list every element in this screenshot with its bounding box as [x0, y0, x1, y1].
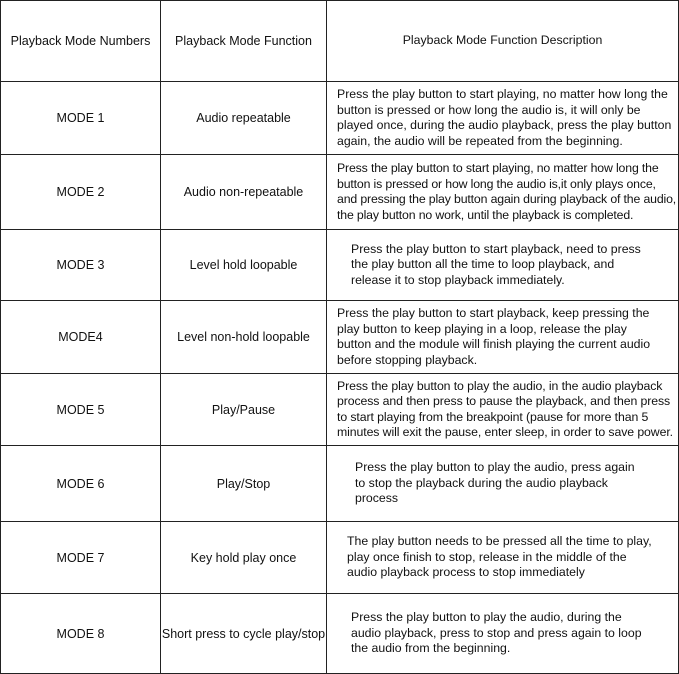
mode-description-cell	[327, 230, 679, 301]
mode-description-cell	[327, 301, 679, 374]
mode-number-cell: MODE4	[1, 301, 161, 374]
mode-function-cell: Level hold loopable	[161, 230, 327, 301]
mode-function-cell: Play/Stop	[161, 446, 327, 522]
mode-number-cell: MODE 8	[1, 594, 161, 674]
header-function-description: Playback Mode Function Description	[327, 1, 679, 82]
mode-description-text: The play button needs to be pressed all the time to play, play once finish to stop, release in the middle of the audio playback process to stop immediately	[347, 534, 652, 580]
mode-function-cell: Play/Pause	[161, 374, 327, 446]
mode-function-cell: Level non-hold loopable	[161, 301, 327, 374]
table-row	[1, 446, 679, 522]
mode-description-text: Press the play button to start playback, need to press the play button all the time to loop playback, and release it to stop playback immediately.	[351, 241, 641, 287]
mode-description-text: Press the play button to start playback, keep pressing the play button to keep playing in a loop, release the play button and the module will finish playing the current audio before stopping playback.	[337, 306, 651, 367]
mode-description-cell	[327, 522, 679, 594]
table-row	[1, 155, 679, 230]
mode-description-cell	[327, 82, 679, 155]
mode-description-text: Press the play button to start playing, no matter how long the button is pressed or how long the audio is,it only plays once, and pressing the play button again during playback of the audio, the play button no work, until the playback is completed.	[337, 161, 677, 222]
table-row	[1, 230, 679, 301]
mode-description-cell	[327, 594, 679, 674]
table-row	[1, 594, 679, 674]
table-header-row	[1, 1, 679, 82]
mode-number-cell: MODE 2	[1, 155, 161, 230]
mode-function-cell: Key hold play once	[161, 522, 327, 594]
mode-description-text: Press the play button to play the audio, during the audio playback, press to stop and press again to loop the audio from the beginning.	[351, 610, 642, 656]
mode-description-text: Press the play button to play the audio, press again to stop the playback during the audio playback process	[355, 460, 635, 506]
table-row	[1, 82, 679, 155]
mode-description-cell	[327, 155, 679, 230]
mode-function-cell: Audio non-repeatable	[161, 155, 327, 230]
mode-description-text: Press the play button to start playing, no matter how long the button is pressed or how long the audio is, it will only be played once, during the audio playback, press the play button again, the audio will be repeated from the beginning.	[337, 87, 672, 148]
mode-number-cell: MODE 7	[1, 522, 161, 594]
mode-function-cell: Short press to cycle play/stop	[161, 594, 327, 674]
table-row	[1, 374, 679, 446]
mode-number-cell: MODE 5	[1, 374, 161, 446]
mode-number-cell: MODE 1	[1, 82, 161, 155]
mode-number-cell: MODE 6	[1, 446, 161, 522]
table-row	[1, 522, 679, 594]
mode-description-cell	[327, 446, 679, 522]
table-row	[1, 301, 679, 374]
mode-description-cell	[327, 374, 679, 446]
header-mode-numbers: Playback Mode Numbers	[1, 1, 161, 82]
mode-description-text: Press the play button to play the audio, in the audio playback process and then press to pause the playback, and then press to start playing from the breakpoint (pause for more than 5 minutes will exit the pause, enter sleep, in order to save power.	[337, 378, 673, 439]
header-mode-function: Playback Mode Function	[161, 1, 327, 82]
mode-function-cell: Audio repeatable	[161, 82, 327, 155]
mode-number-cell: MODE 3	[1, 230, 161, 301]
